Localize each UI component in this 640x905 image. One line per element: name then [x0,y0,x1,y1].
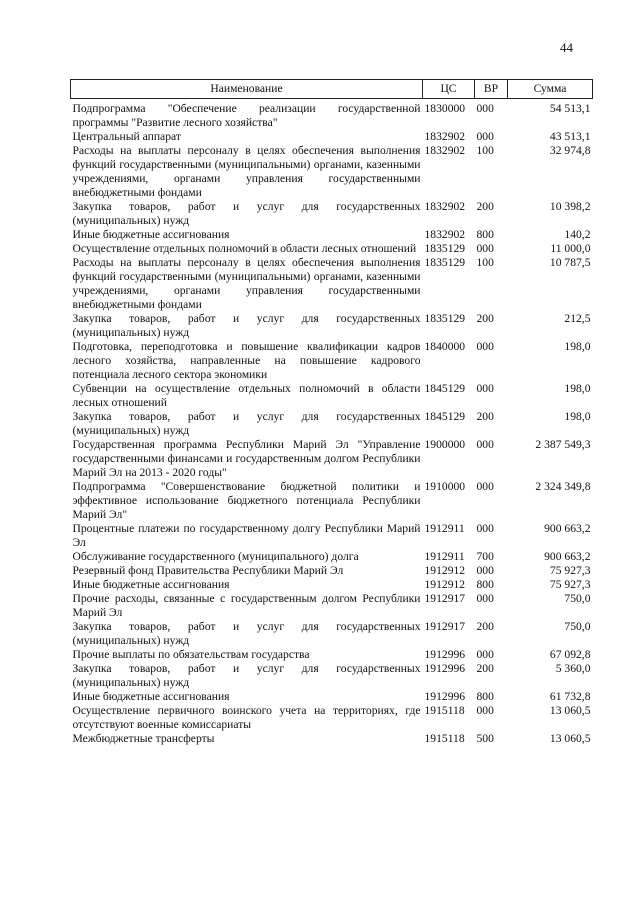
table-row [71,130,593,144]
cell-name: Подпрограмма "Совершенствование бюджетной политики и эффективное использование бюджетного потенциала Республики Марий Эл" [72,480,421,521]
cell-cs: 1840000 [424,340,466,353]
table-row [71,662,593,690]
cell-name: Прочие расходы, связанные с государственным долгом Республики Марий Эл [72,592,421,619]
table-row [71,648,593,662]
table-row [71,312,593,340]
cell-sum: 140,2 [564,228,591,241]
header-name: Наименование [71,80,423,99]
cell-vr: 000 [476,522,494,535]
cell-sum: 67 092,8 [549,648,591,661]
cell-vr: 000 [476,130,494,143]
cell-cs: 1900000 [424,438,466,451]
table-row [71,144,593,200]
cell-name: Резервный фонд Правительства Республики Марий Эл [72,564,344,577]
cell-name: Государственная программа Республики Марий Эл "Управление государственными финансами и государственным долгом Республики Марий Эл на 2013 - 2020 годы" [72,438,421,479]
cell-name: Подготовка, переподготовка и повышение квалификации кадров лесного хозяйства, направленные на повышение кадрового потенциала лесного сектора экономики [72,340,421,381]
table-row [71,592,593,620]
cell-sum: 900 663,2 [544,550,591,563]
cell-vr: 000 [476,438,494,451]
cell-cs: 1912917 [424,592,466,605]
cell-cs: 1835129 [424,256,466,269]
table-row [71,480,593,522]
header-sum: Сумма [508,80,593,99]
cell-name: Субвенции на осуществление отдельных полномочий в области лесных отношений [72,382,421,409]
table-row [71,256,593,312]
cell-sum: 198,0 [564,410,591,423]
cell-vr: 000 [476,564,494,577]
cell-sum: 212,5 [564,312,591,325]
budget-table [70,79,593,746]
cell-cs: 1845129 [424,410,466,423]
table-row [71,200,593,228]
header-vr: ВР [475,80,508,99]
table-row [71,382,593,410]
cell-sum: 198,0 [564,340,591,353]
cell-cs: 1912911 [424,550,465,563]
cell-cs: 1912996 [424,690,466,703]
cell-sum: 32 974,8 [549,144,591,157]
cell-vr: 000 [476,592,494,605]
cell-vr: 800 [476,690,494,703]
table-row [71,732,593,746]
cell-vr: 000 [476,102,494,115]
table-row [71,102,593,130]
table-row [71,564,593,578]
cell-name: Осуществление первичного воинского учета на территориях, где отсутствуют военные комиссариаты [72,704,421,731]
cell-sum: 75 927,3 [549,564,591,577]
cell-sum: 5 360,0 [555,662,591,675]
cell-sum: 10 787,5 [549,256,591,269]
cell-cs: 1830000 [424,102,466,115]
cell-vr: 000 [476,242,494,255]
cell-name: Осуществление отдельных полномочий в области лесных отношений [72,242,417,255]
cell-name: Расходы на выплаты персоналу в целях обеспечения выполнения функций государственными (муниципальными) органами, казенными учреждениями, органами управления государственными внебюджетными фондами [72,256,421,311]
table-row [71,228,593,242]
cell-name: Иные бюджетные ассигнования [72,228,230,241]
table-row [71,620,593,648]
cell-sum: 61 732,8 [549,690,591,703]
cell-cs: 1832902 [424,200,466,213]
cell-name: Закупка товаров, работ и услуг для государственных (муниципальных) нужд [72,200,421,227]
cell-cs: 1835129 [424,312,466,325]
table-row [71,340,593,382]
cell-sum: 75 927,3 [549,578,591,591]
cell-name: Подпрограмма "Обеспечение реализации государственной программы "Развитие лесного хозяйства" [72,102,421,129]
cell-name: Межбюджетные трансферты [72,732,215,745]
cell-cs: 1915118 [424,704,465,717]
cell-vr: 000 [476,382,494,395]
cell-sum: 750,0 [564,620,591,633]
table-body [71,102,593,746]
cell-vr: 200 [476,662,494,675]
cell-vr: 000 [476,704,494,717]
cell-name: Закупка товаров, работ и услуг для государственных (муниципальных) нужд [72,662,421,689]
table-row [71,704,593,732]
table-row [71,410,593,438]
cell-sum: 13 060,5 [549,732,591,745]
cell-name: Расходы на выплаты персоналу в целях обеспечения выполнения функций государственными (муниципальными) органами, казенными учреждениями, органами управления государственными внебюджетными фондами [72,144,421,199]
cell-name: Обслуживание государственного (муниципального) долга [72,550,359,563]
cell-cs: 1912917 [424,620,466,633]
header-cs: ЦС [423,80,475,99]
cell-name: Процентные платежи по государственному долгу Республики Марий Эл [72,522,421,549]
cell-vr: 200 [476,312,494,325]
cell-vr: 200 [476,410,494,423]
cell-cs: 1912996 [424,648,466,661]
cell-name: Иные бюджетные ассигнования [72,690,230,703]
cell-cs: 1832902 [424,130,466,143]
cell-sum: 43 513,1 [549,130,591,143]
cell-vr: 800 [476,228,494,241]
cell-cs: 1915118 [424,732,465,745]
cell-vr: 100 [476,256,494,269]
table-row [71,242,593,256]
cell-name: Прочие выплаты по обязательствам государства [72,648,310,661]
cell-sum: 2 324 349,8 [535,480,591,493]
cell-sum: 54 513,1 [549,102,591,115]
cell-vr: 700 [476,550,494,563]
cell-vr: 100 [476,144,494,157]
cell-vr: 000 [476,480,494,493]
cell-vr: 000 [476,340,494,353]
table-row [71,438,593,480]
cell-vr: 200 [476,200,494,213]
cell-name: Закупка товаров, работ и услуг для государственных (муниципальных) нужд [72,312,421,339]
cell-name: Центральный аппарат [72,130,181,143]
cell-sum: 10 398,2 [549,200,591,213]
table-row [71,578,593,592]
cell-name: Закупка товаров, работ и услуг для государственных (муниципальных) нужд [72,410,421,437]
cell-cs: 1910000 [424,480,466,493]
cell-cs: 1835129 [424,242,466,255]
cell-cs: 1912912 [424,564,466,577]
cell-cs: 1912996 [424,662,466,675]
cell-sum: 750,0 [564,592,591,605]
cell-cs: 1912911 [424,522,465,535]
cell-sum: 13 060,5 [549,704,591,717]
cell-vr: 200 [476,620,494,633]
cell-sum: 198,0 [564,382,591,395]
cell-name: Закупка товаров, работ и услуг для государственных (муниципальных) нужд [72,620,421,647]
cell-vr: 000 [476,648,494,661]
cell-name: Иные бюджетные ассигнования [72,578,230,591]
cell-cs: 1845129 [424,382,466,395]
cell-cs: 1912912 [424,578,466,591]
table-row [71,550,593,564]
cell-sum: 900 663,2 [544,522,591,535]
cell-sum: 11 000,0 [550,242,591,255]
cell-cs: 1832902 [424,228,466,241]
cell-sum: 2 387 549,3 [535,438,591,451]
table-row [71,690,593,704]
cell-vr: 500 [476,732,494,745]
cell-vr: 800 [476,578,494,591]
table-row [71,522,593,550]
page-number: 44 [560,40,573,55]
table-header-row [71,80,593,99]
cell-cs: 1832902 [424,144,466,157]
